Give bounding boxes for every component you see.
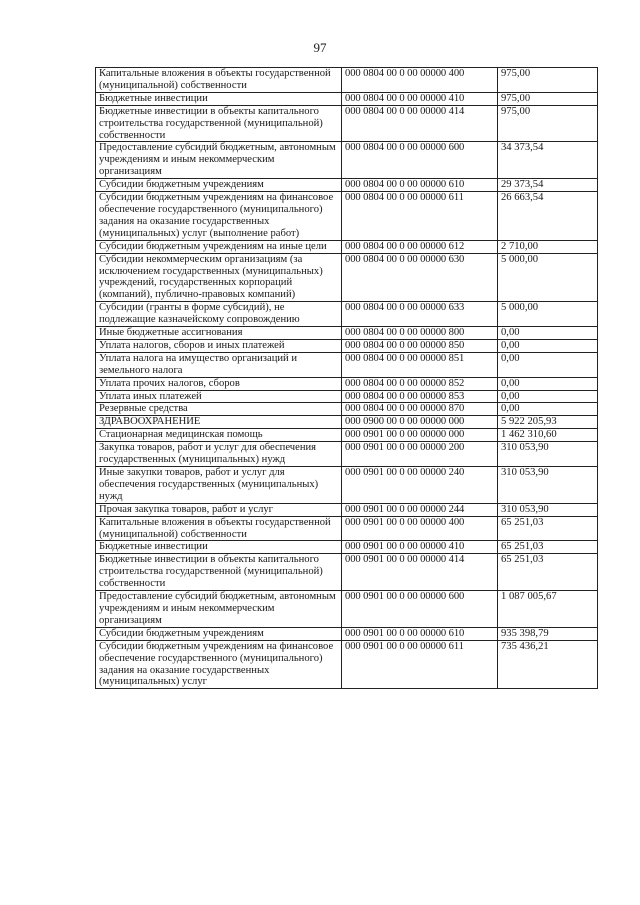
budget-code-cell: 000 0804 00 0 00 00000 633 (342, 302, 498, 327)
budget-code-cell: 000 0804 00 0 00 00000 612 (342, 240, 498, 253)
expenditure-name-cell: Предоставление субсидий бюджетным, автономным учреждениям и иным некоммерческим организациям (96, 591, 342, 628)
budget-code-cell: 000 0901 00 0 00 00000 414 (342, 554, 498, 591)
budget-code-cell: 000 0804 00 0 00 00000 410 (342, 92, 498, 105)
table-row (96, 68, 598, 93)
expenditure-name-cell: Иные бюджетные ассигнования (96, 327, 342, 340)
budget-code-cell: 000 0901 00 0 00 00000 200 (342, 442, 498, 467)
budget-expenditure-table (95, 67, 598, 689)
budget-code-cell: 000 0804 00 0 00 00000 400 (342, 68, 498, 93)
table-row (96, 339, 598, 352)
expenditure-name-cell: Иные закупки товаров, работ и услуг для обеспечения государственных (муниципальных) нужд (96, 467, 342, 504)
budget-code-cell: 000 0804 00 0 00 00000 600 (342, 142, 498, 179)
expenditure-name-cell: Бюджетные инвестиции (96, 92, 342, 105)
table-row (96, 377, 598, 390)
amount-cell: 0,00 (498, 403, 598, 416)
expenditure-name-cell: Субсидии (гранты в форме субсидий), не подлежащие казначейскому сопровождению (96, 302, 342, 327)
expenditure-name-cell: Стационарная медицинская помощь (96, 429, 342, 442)
amount-cell: 0,00 (498, 377, 598, 390)
budget-code-cell: 000 0901 00 0 00 00000 610 (342, 627, 498, 640)
expenditure-name-cell: Уплата налога на имущество организаций и земельного налога (96, 352, 342, 377)
expenditure-name-cell: Бюджетные инвестиции в объекты капитального строительства государственной (муниципальной) собственности (96, 105, 342, 142)
expenditure-name-cell: Капитальные вложения в объекты государственной (муниципальной) собственности (96, 68, 342, 93)
table-row (96, 416, 598, 429)
amount-cell: 29 373,54 (498, 179, 598, 192)
amount-cell: 975,00 (498, 68, 598, 93)
table-row (96, 253, 598, 302)
budget-code-cell: 000 0901 00 0 00 00000 000 (342, 429, 498, 442)
budget-code-cell: 000 0804 00 0 00 00000 414 (342, 105, 498, 142)
table-row (96, 467, 598, 504)
budget-code-cell: 000 0901 00 0 00 00000 240 (342, 467, 498, 504)
table-row (96, 640, 598, 689)
table-row (96, 591, 598, 628)
amount-cell: 5 922 205,93 (498, 416, 598, 429)
expenditure-name-cell: Уплата иных платежей (96, 390, 342, 403)
expenditure-name-cell: Субсидии бюджетным учреждениям на финансовое обеспечение государственного (муниципального) задания на оказание государственных (муниципальных) услуг (выполнение работ) (96, 192, 342, 241)
amount-cell: 0,00 (498, 327, 598, 340)
budget-code-cell: 000 0804 00 0 00 00000 852 (342, 377, 498, 390)
amount-cell: 310 053,90 (498, 442, 598, 467)
table-row (96, 352, 598, 377)
amount-cell: 735 436,21 (498, 640, 598, 689)
expenditure-name-cell: Субсидии бюджетным учреждениям на иные цели (96, 240, 342, 253)
table-row (96, 142, 598, 179)
table-row (96, 403, 598, 416)
table-row (96, 179, 598, 192)
expenditure-name-cell: Уплата налогов, сборов и иных платежей (96, 339, 342, 352)
amount-cell: 310 053,90 (498, 503, 598, 516)
budget-code-cell: 000 0901 00 0 00 00000 400 (342, 516, 498, 541)
expenditure-name-cell: Уплата прочих налогов, сборов (96, 377, 342, 390)
amount-cell: 65 251,03 (498, 554, 598, 591)
amount-cell: 26 663,54 (498, 192, 598, 241)
budget-code-cell: 000 0901 00 0 00 00000 410 (342, 541, 498, 554)
amount-cell: 5 000,00 (498, 302, 598, 327)
table-row (96, 327, 598, 340)
expenditure-name-cell: Субсидии бюджетным учреждениям на финансовое обеспечение государственного (муниципального) задания на оказание государственных (муниципальных) услуг (96, 640, 342, 689)
budget-code-cell: 000 0804 00 0 00 00000 850 (342, 339, 498, 352)
expenditure-name-cell: Капитальные вложения в объекты государственной (муниципальной) собственности (96, 516, 342, 541)
table-row (96, 554, 598, 591)
budget-code-cell: 000 0900 00 0 00 00000 000 (342, 416, 498, 429)
table-row (96, 390, 598, 403)
budget-code-cell: 000 0804 00 0 00 00000 853 (342, 390, 498, 403)
amount-cell: 0,00 (498, 390, 598, 403)
expenditure-name-cell: Бюджетные инвестиции (96, 541, 342, 554)
table-row (96, 192, 598, 241)
expenditure-name-cell: Субсидии бюджетным учреждениям (96, 179, 342, 192)
amount-cell: 5 000,00 (498, 253, 598, 302)
budget-code-cell: 000 0804 00 0 00 00000 851 (342, 352, 498, 377)
expenditure-name-cell: Прочая закупка товаров, работ и услуг (96, 503, 342, 516)
budget-code-cell: 000 0804 00 0 00 00000 610 (342, 179, 498, 192)
budget-code-cell: 000 0901 00 0 00 00000 244 (342, 503, 498, 516)
table-row (96, 516, 598, 541)
table-row (96, 240, 598, 253)
amount-cell: 310 053,90 (498, 467, 598, 504)
expenditure-name-cell: ЗДРАВООХРАНЕНИЕ (96, 416, 342, 429)
amount-cell: 975,00 (498, 105, 598, 142)
budget-code-cell: 000 0901 00 0 00 00000 600 (342, 591, 498, 628)
table-row (96, 627, 598, 640)
budget-code-cell: 000 0804 00 0 00 00000 611 (342, 192, 498, 241)
expenditure-name-cell: Предоставление субсидий бюджетным, автономным учреждениям и иным некоммерческим организациям (96, 142, 342, 179)
expenditure-name-cell: Субсидии бюджетным учреждениям (96, 627, 342, 640)
amount-cell: 1 462 310,60 (498, 429, 598, 442)
budget-code-cell: 000 0804 00 0 00 00000 870 (342, 403, 498, 416)
expenditure-name-cell: Закупка товаров, работ и услуг для обеспечения государственных (муниципальных) нужд (96, 442, 342, 467)
table-row (96, 442, 598, 467)
table-row (96, 429, 598, 442)
table-row (96, 92, 598, 105)
amount-cell: 0,00 (498, 352, 598, 377)
amount-cell: 935 398,79 (498, 627, 598, 640)
table-row (96, 541, 598, 554)
amount-cell: 975,00 (498, 92, 598, 105)
budget-code-cell: 000 0804 00 0 00 00000 800 (342, 327, 498, 340)
expenditure-name-cell: Резервные средства (96, 403, 342, 416)
amount-cell: 34 373,54 (498, 142, 598, 179)
page-number: 97 (313, 40, 327, 55)
budget-code-cell: 000 0901 00 0 00 00000 611 (342, 640, 498, 689)
budget-table-body (96, 68, 598, 689)
amount-cell: 2 710,00 (498, 240, 598, 253)
amount-cell: 0,00 (498, 339, 598, 352)
amount-cell: 1 087 005,67 (498, 591, 598, 628)
amount-cell: 65 251,03 (498, 541, 598, 554)
expenditure-name-cell: Бюджетные инвестиции в объекты капитального строительства государственной (муниципальной) собственности (96, 554, 342, 591)
amount-cell: 65 251,03 (498, 516, 598, 541)
table-row (96, 105, 598, 142)
budget-code-cell: 000 0804 00 0 00 00000 630 (342, 253, 498, 302)
table-row (96, 503, 598, 516)
expenditure-name-cell: Субсидии некоммерческим организациям (за исключением государственных (муниципальных) учреждений, государственных корпораций (компаний), публично-правовых компаний) (96, 253, 342, 302)
table-row (96, 302, 598, 327)
